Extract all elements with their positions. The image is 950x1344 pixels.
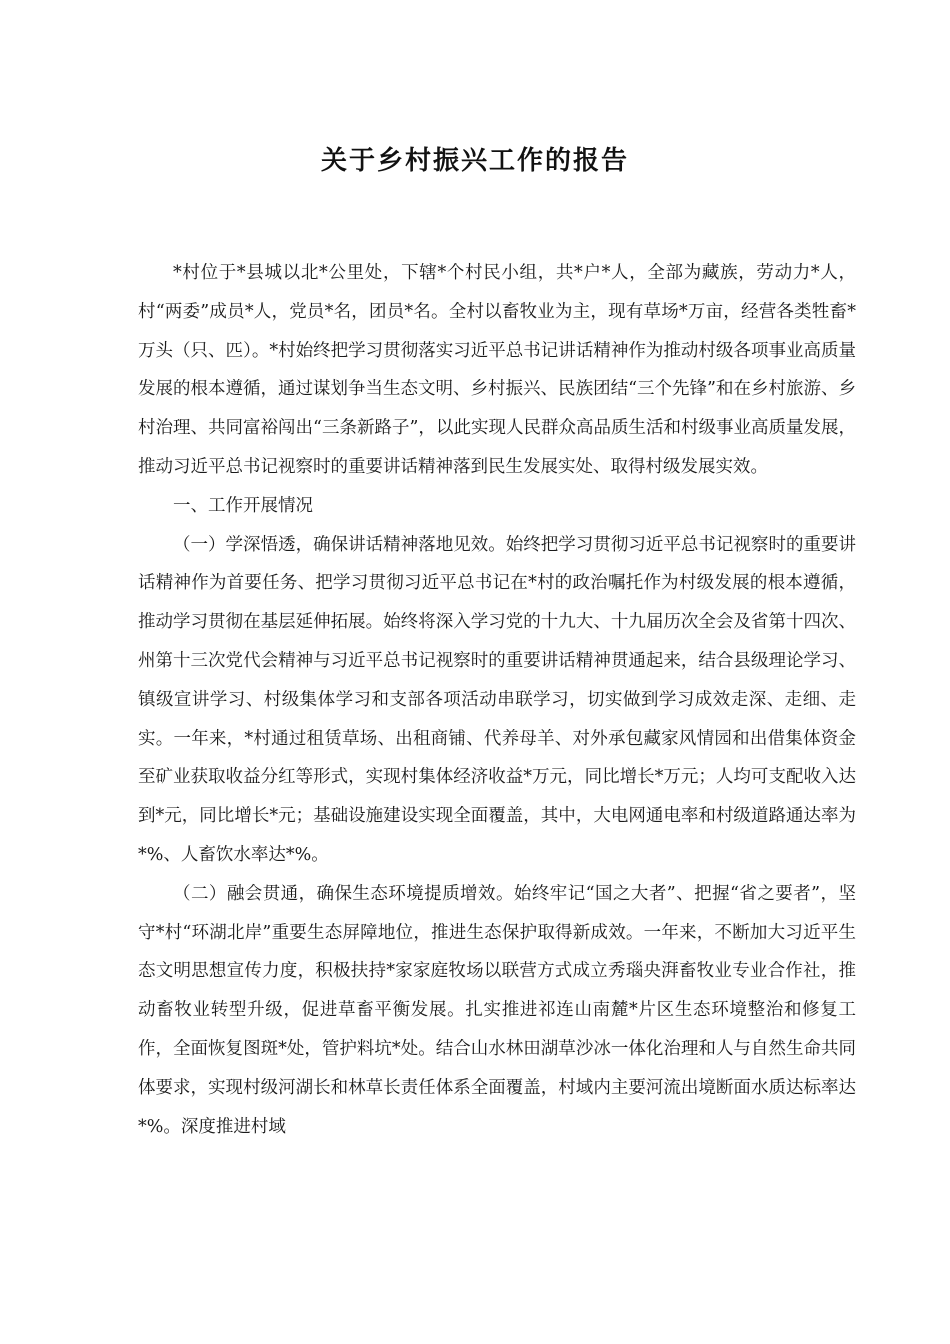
paragraph-study: （一）学深悟透，确保讲话精神落地见效。始终把学习贯彻习近平总书记视察时的重要讲话精神作为首要任务、把学习贯彻习近平总书记在*村的政治嘱托作为村级发展的根本遵循，推动学习贯彻在基层延伸拓展。始终将深入学习党的十九大、十九届历次全会及省第十四次、州第十三次党代会精神与习近平总书记视察时的重要讲话精神贯通起来，结合县级理论学习、镇级宣讲学习、村级集体学习和支部各项活动串联学习，切实做到学习成效走深、走细、走实。一年来，*村通过租赁草场、出租商铺、代养母羊、对外承包藏家风情园和出借集体资金至矿业获取收益分红等形式，实现村集体经济收益*万元，同比增长*万元；人均可支配收入达到*元，同比增长*元；基础设施建设实现全面覆盖，其中，大电网通电率和村级道路通达率为*%、人畜饮水率达*%。	[138, 534, 856, 865]
document-body	[138, 254, 856, 1146]
document-title: 关于乡村振兴工作的报告	[320, 146, 629, 176]
paragraph-ecology: （二）融会贯通，确保生态环境提质增效。始终牢记“国之大者”、把握“省之要者”，坚守*村“环湖北岸”重要生态屏障地位，推进生态保护取得新成效。一年来，不断加大习近平生态文明思想宣传力度，积极扶持*家家庭牧场以联营方式成立秀瑙央湃畜牧业专业合作社，推动畜牧业转型升级，促进草畜平衡发展。扎实推进祁连山南麓*片区生态环境整治和修复工作，全面恢复图斑*处，管护料坑*处。结合山水林田湖草沙冰一体化治理和人与自然生命共同体要求，实现村级河湖长和林草长责任体系全面覆盖，村域内主要河流出境断面水质达标率达*%。深度推进村域	[138, 883, 856, 1137]
intro-paragraph: *村位于*县城以北*公里处，下辖*个村民小组，共*户*人，全部为藏族，劳动力*人，村“两委”成员*人，党员*名，团员*名。全村以畜牧业为主，现有草场*万亩，经营各类牲畜*万头（只、匹）。*村始终把学习贯彻落实习近平总书记讲话精神作为推动村级各项事业高质量发展的根本遵循，通过谋划争当生态文明、乡村振兴、民族团结“三个先锋”和在乡村旅游、乡村治理、共同富裕闯出“三条新路子”，以此实现人民群众高品质生活和村级事业高质量发展，推动习近平总书记视察时的重要讲话精神落到民生发展实处、取得村级发展实效。	[138, 263, 856, 477]
section-heading-work-progress: 一、工作开展情况	[173, 495, 313, 516]
